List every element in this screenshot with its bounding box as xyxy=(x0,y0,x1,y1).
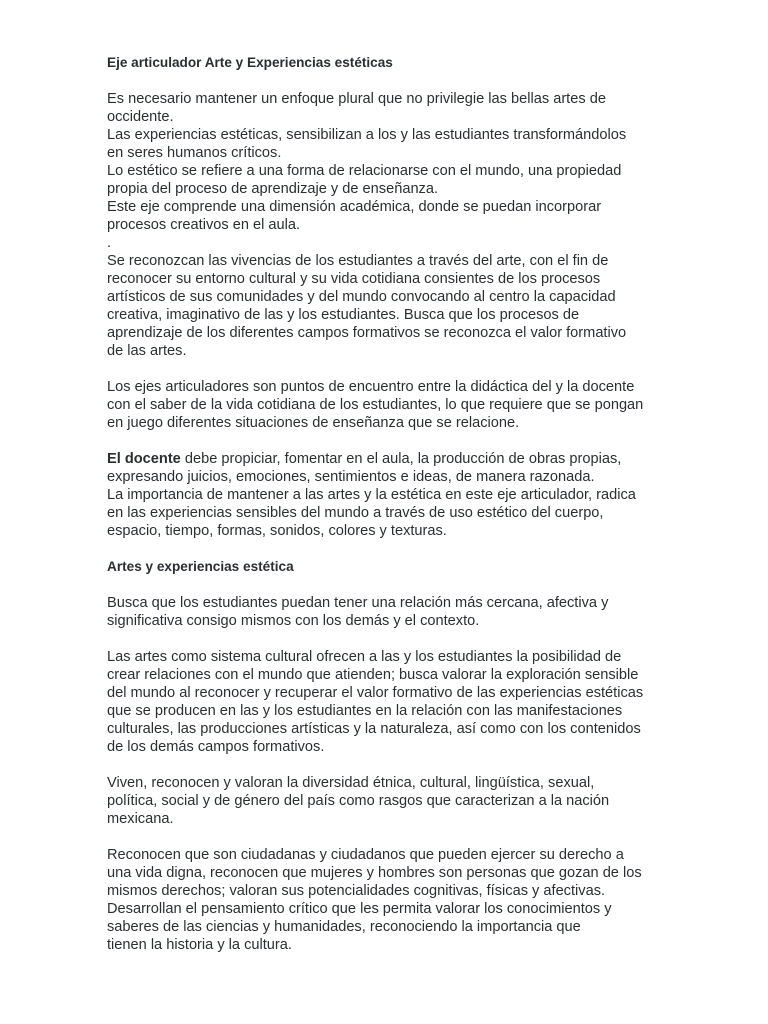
text-line: de los demás campos formativos. xyxy=(107,739,325,755)
text-line: culturales, las producciones artísticas y la naturaleza, así como con los contenidos xyxy=(107,721,641,737)
text-line: propia del proceso de aprendizaje y de enseñanza. xyxy=(107,181,439,197)
text-line: con el saber de la vida cotidiana de los estudiantes, lo que requiere que se pongan xyxy=(107,397,644,413)
text-line: Los ejes articuladores son puntos de encuentro entre la didáctica del y la docente xyxy=(107,379,635,395)
spacer xyxy=(107,576,647,594)
text-line: espacio, tiempo, formas, sonidos, colores y texturas. xyxy=(107,523,447,539)
paragraph-sistema-cultural xyxy=(107,648,647,756)
text-line: Busca que los estudiantes puedan tener una relación más cercana, afectiva y xyxy=(107,595,609,611)
text-line: de las artes. xyxy=(107,343,187,359)
text-line: reconocer su entorno cultural y su vida cotidiana consientes de los procesos xyxy=(107,271,601,287)
text-run: debe propiciar, fomentar en el aula, la producción de obras propias, xyxy=(180,451,622,467)
text-line: occidente. xyxy=(107,109,174,125)
text-line: Se reconozcan las vivencias de los estudiantes a través del arte, con el fin de xyxy=(107,253,609,269)
paragraph-ciudadanos xyxy=(107,846,647,954)
text-line: . xyxy=(107,235,112,251)
text-line: mismos derechos; valoran sus potencialidades cognitivas, físicas y afectivas. xyxy=(107,883,606,899)
text-line: Viven, reconocen y valoran la diversidad étnica, cultural, lingüística, sexual, xyxy=(107,775,595,791)
paragraph-diversidad xyxy=(107,774,647,828)
text-line: del mundo al reconocer y recuperar el valor formativo de las experiencias estéticas xyxy=(107,685,644,701)
text-line: artísticos de sus comunidades y del mundo convocando al centro la capacidad xyxy=(107,289,616,305)
spacer xyxy=(107,432,647,450)
text-line: La importancia de mantener a las artes y la estética en este eje articulador, radica xyxy=(107,487,636,503)
text-line: en seres humanos críticos. xyxy=(107,145,282,161)
text-line: saberes de las ciencias y humanidades, reconociendo la importancia que xyxy=(107,919,581,935)
heading-artes-experiencias: Artes y experiencias estética xyxy=(107,559,294,574)
text-line: en juego diferentes situaciones de enseñanza que se relacione. xyxy=(107,415,520,431)
bold-el-docente: El docente xyxy=(107,451,181,467)
spacer xyxy=(107,630,647,648)
paragraph-el-docente xyxy=(107,450,647,540)
text-line: que se producen en las y los estudiantes en la relación con las manifestaciones xyxy=(107,703,623,719)
spacer xyxy=(107,540,647,558)
heading-eje-articulador: Eje articulador Arte y Experiencias estéticas xyxy=(107,55,393,70)
text-line: procesos creativos en el aula. xyxy=(107,217,301,233)
text-line: Lo estético se refiere a una forma de relacionarse con el mundo, una propiedad xyxy=(107,163,622,179)
text-line: Las experiencias estéticas, sensibilizan a los y las estudiantes transformándolos xyxy=(107,127,627,143)
spacer xyxy=(107,360,647,378)
spacer xyxy=(107,828,647,846)
document-page xyxy=(107,54,647,954)
spacer xyxy=(107,756,647,774)
text-line: política, social y de género del país como rasgos que caracterizan a la nación xyxy=(107,793,610,809)
paragraph-relacion-cercana xyxy=(107,594,647,630)
text-line: Este eje comprende una dimensión académica, donde se puedan incorporar xyxy=(107,199,602,215)
paragraph-enfoque-plural xyxy=(107,90,647,252)
text-line: expresando juicios, emociones, sentimientos e ideas, de manera razonada. xyxy=(107,469,595,485)
text-line: tienen la historia y la cultura. xyxy=(107,937,292,953)
text-line: Desarrollan el pensamiento crítico que les permita valorar los conocimientos y xyxy=(107,901,612,917)
text-line: crear relaciones con el mundo que atienden; busca valorar la exploración sensible xyxy=(107,667,639,683)
text-line: significativa consigo mismos con los demás y el contexto. xyxy=(107,613,480,629)
text-line: aprendizaje de los diferentes campos formativos se reconozca el valor formativo xyxy=(107,325,627,341)
spacer xyxy=(107,72,647,90)
text-line: creativa, imaginativo de las y los estudiantes. Busca que los procesos de xyxy=(107,307,580,323)
text-line: Las artes como sistema cultural ofrecen a las y los estudiantes la posibilidad de xyxy=(107,649,622,665)
text-line xyxy=(107,450,647,468)
text-line: en las experiencias sensibles del mundo a través de uso estético del cuerpo, xyxy=(107,505,604,521)
paragraph-ejes-articuladores xyxy=(107,378,647,432)
text-line: Reconocen que son ciudadanas y ciudadanos que pueden ejercer su derecho a xyxy=(107,847,624,863)
text-line: una vida digna, reconocen que mujeres y hombres son personas que gozan de los xyxy=(107,865,642,881)
text-line: mexicana. xyxy=(107,811,174,827)
text-line: Es necesario mantener un enfoque plural que no privilegie las bellas artes de xyxy=(107,91,606,107)
paragraph-vivencias xyxy=(107,252,647,360)
